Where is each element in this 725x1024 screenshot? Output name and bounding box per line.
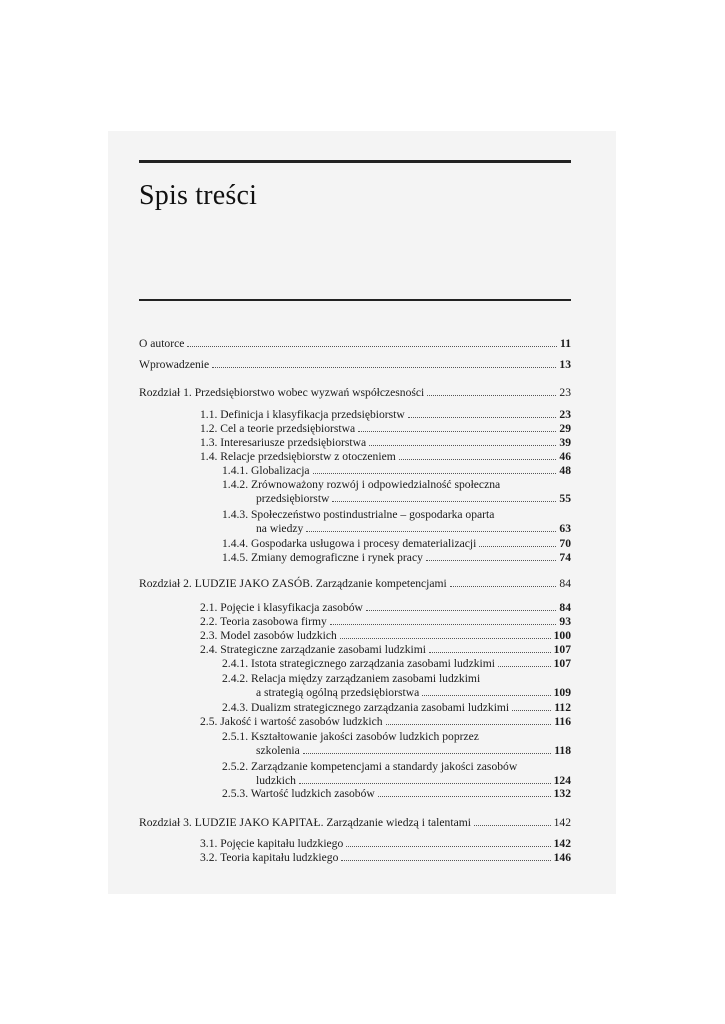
toc-section: 2.2. Teoria zasobowa firmy 93 xyxy=(200,615,571,628)
toc-subsection-title: 1.4.3. Społeczeństwo postindustrialne – gospodarka oparta xyxy=(222,508,495,521)
page-title: Spis treści xyxy=(139,180,258,211)
toc-chapter: Rozdział 1. Przedsiębiorstwo wobec wyzwań współczesności 23 xyxy=(139,386,571,399)
toc-subsection: na wiedzy 63 xyxy=(256,522,571,535)
mid-rule xyxy=(139,299,571,301)
toc-subsection: 1.4.5. Zmiany demograficzne i rynek pracy 74 xyxy=(222,551,571,564)
toc-subsection: 1.4.4. Gospodarka usługowa i procesy dematerializacji 70 xyxy=(222,537,571,550)
toc-section: 1.4. Relacje przedsiębiorstw z otoczeniem 46 xyxy=(200,450,571,463)
toc-section: 1.3. Interesariusze przedsiębiorstwa 39 xyxy=(200,436,571,449)
toc-subsection-title: 2.5.1. Kształtowanie jakości zasobów ludzkich poprzez xyxy=(222,730,479,743)
toc-section: 1.2. Cel a teorie przedsiębiorstwa 29 xyxy=(200,422,571,435)
toc-entry: O autorce 11 xyxy=(139,337,571,350)
toc-subsection: a strategią ogólną przedsiębiorstwa 109 xyxy=(256,686,571,699)
toc-subsection: 1.4.1. Globalizacja 48 xyxy=(222,464,571,477)
toc-section: 2.3. Model zasobów ludzkich 100 xyxy=(200,629,571,642)
toc-subsection-title: 2.4.2. Relacja między zarządzaniem zasobami ludzkimi xyxy=(222,672,481,685)
toc-section: 2.1. Pojęcie i klasyfikacja zasobów 84 xyxy=(200,601,571,614)
toc-section: 2.4. Strategiczne zarządzanie zasobami ludzkimi 107 xyxy=(200,643,571,656)
toc-chapter: Rozdział 3. LUDZIE JAKO KAPITAŁ. Zarządzanie wiedzą i talentami 142 xyxy=(139,816,571,829)
toc-subsection: 2.5.3. Wartość ludzkich zasobów 132 xyxy=(222,787,571,800)
toc-subsection: szkolenia 118 xyxy=(256,744,571,757)
toc-section: 2.5. Jakość i wartość zasobów ludzkich 116 xyxy=(200,715,571,728)
toc-section: 1.1. Definicja i klasyfikacja przedsiębiorstw 23 xyxy=(200,408,571,421)
toc-entry: Wprowadzenie 13 xyxy=(139,358,571,371)
toc-subsection-title: 1.4.2. Zrównoważony rozwój i odpowiedzialność społeczna xyxy=(222,478,501,491)
top-rule xyxy=(139,160,571,163)
toc-subsection: przedsiębiorstw 55 xyxy=(256,492,571,505)
toc-section: 3.2. Teoria kapitału ludzkiego 146 xyxy=(200,851,571,864)
toc-subsection: 2.4.3. Dualizm strategicznego zarządzania zasobami ludzkimi 112 xyxy=(222,701,571,714)
toc-subsection: 2.4.1. Istota strategicznego zarządzania zasobami ludzkimi 107 xyxy=(222,657,571,670)
toc-subsection-title: 2.5.2. Zarządzanie kompetencjami a standardy jakości zasobów xyxy=(222,760,518,773)
toc-subsection: ludzkich 124 xyxy=(256,774,571,787)
toc-section: 3.1. Pojęcie kapitału ludzkiego 142 xyxy=(200,837,571,850)
toc-chapter: Rozdział 2. LUDZIE JAKO ZASÓB. Zarządzanie kompetencjami 84 xyxy=(139,577,571,590)
